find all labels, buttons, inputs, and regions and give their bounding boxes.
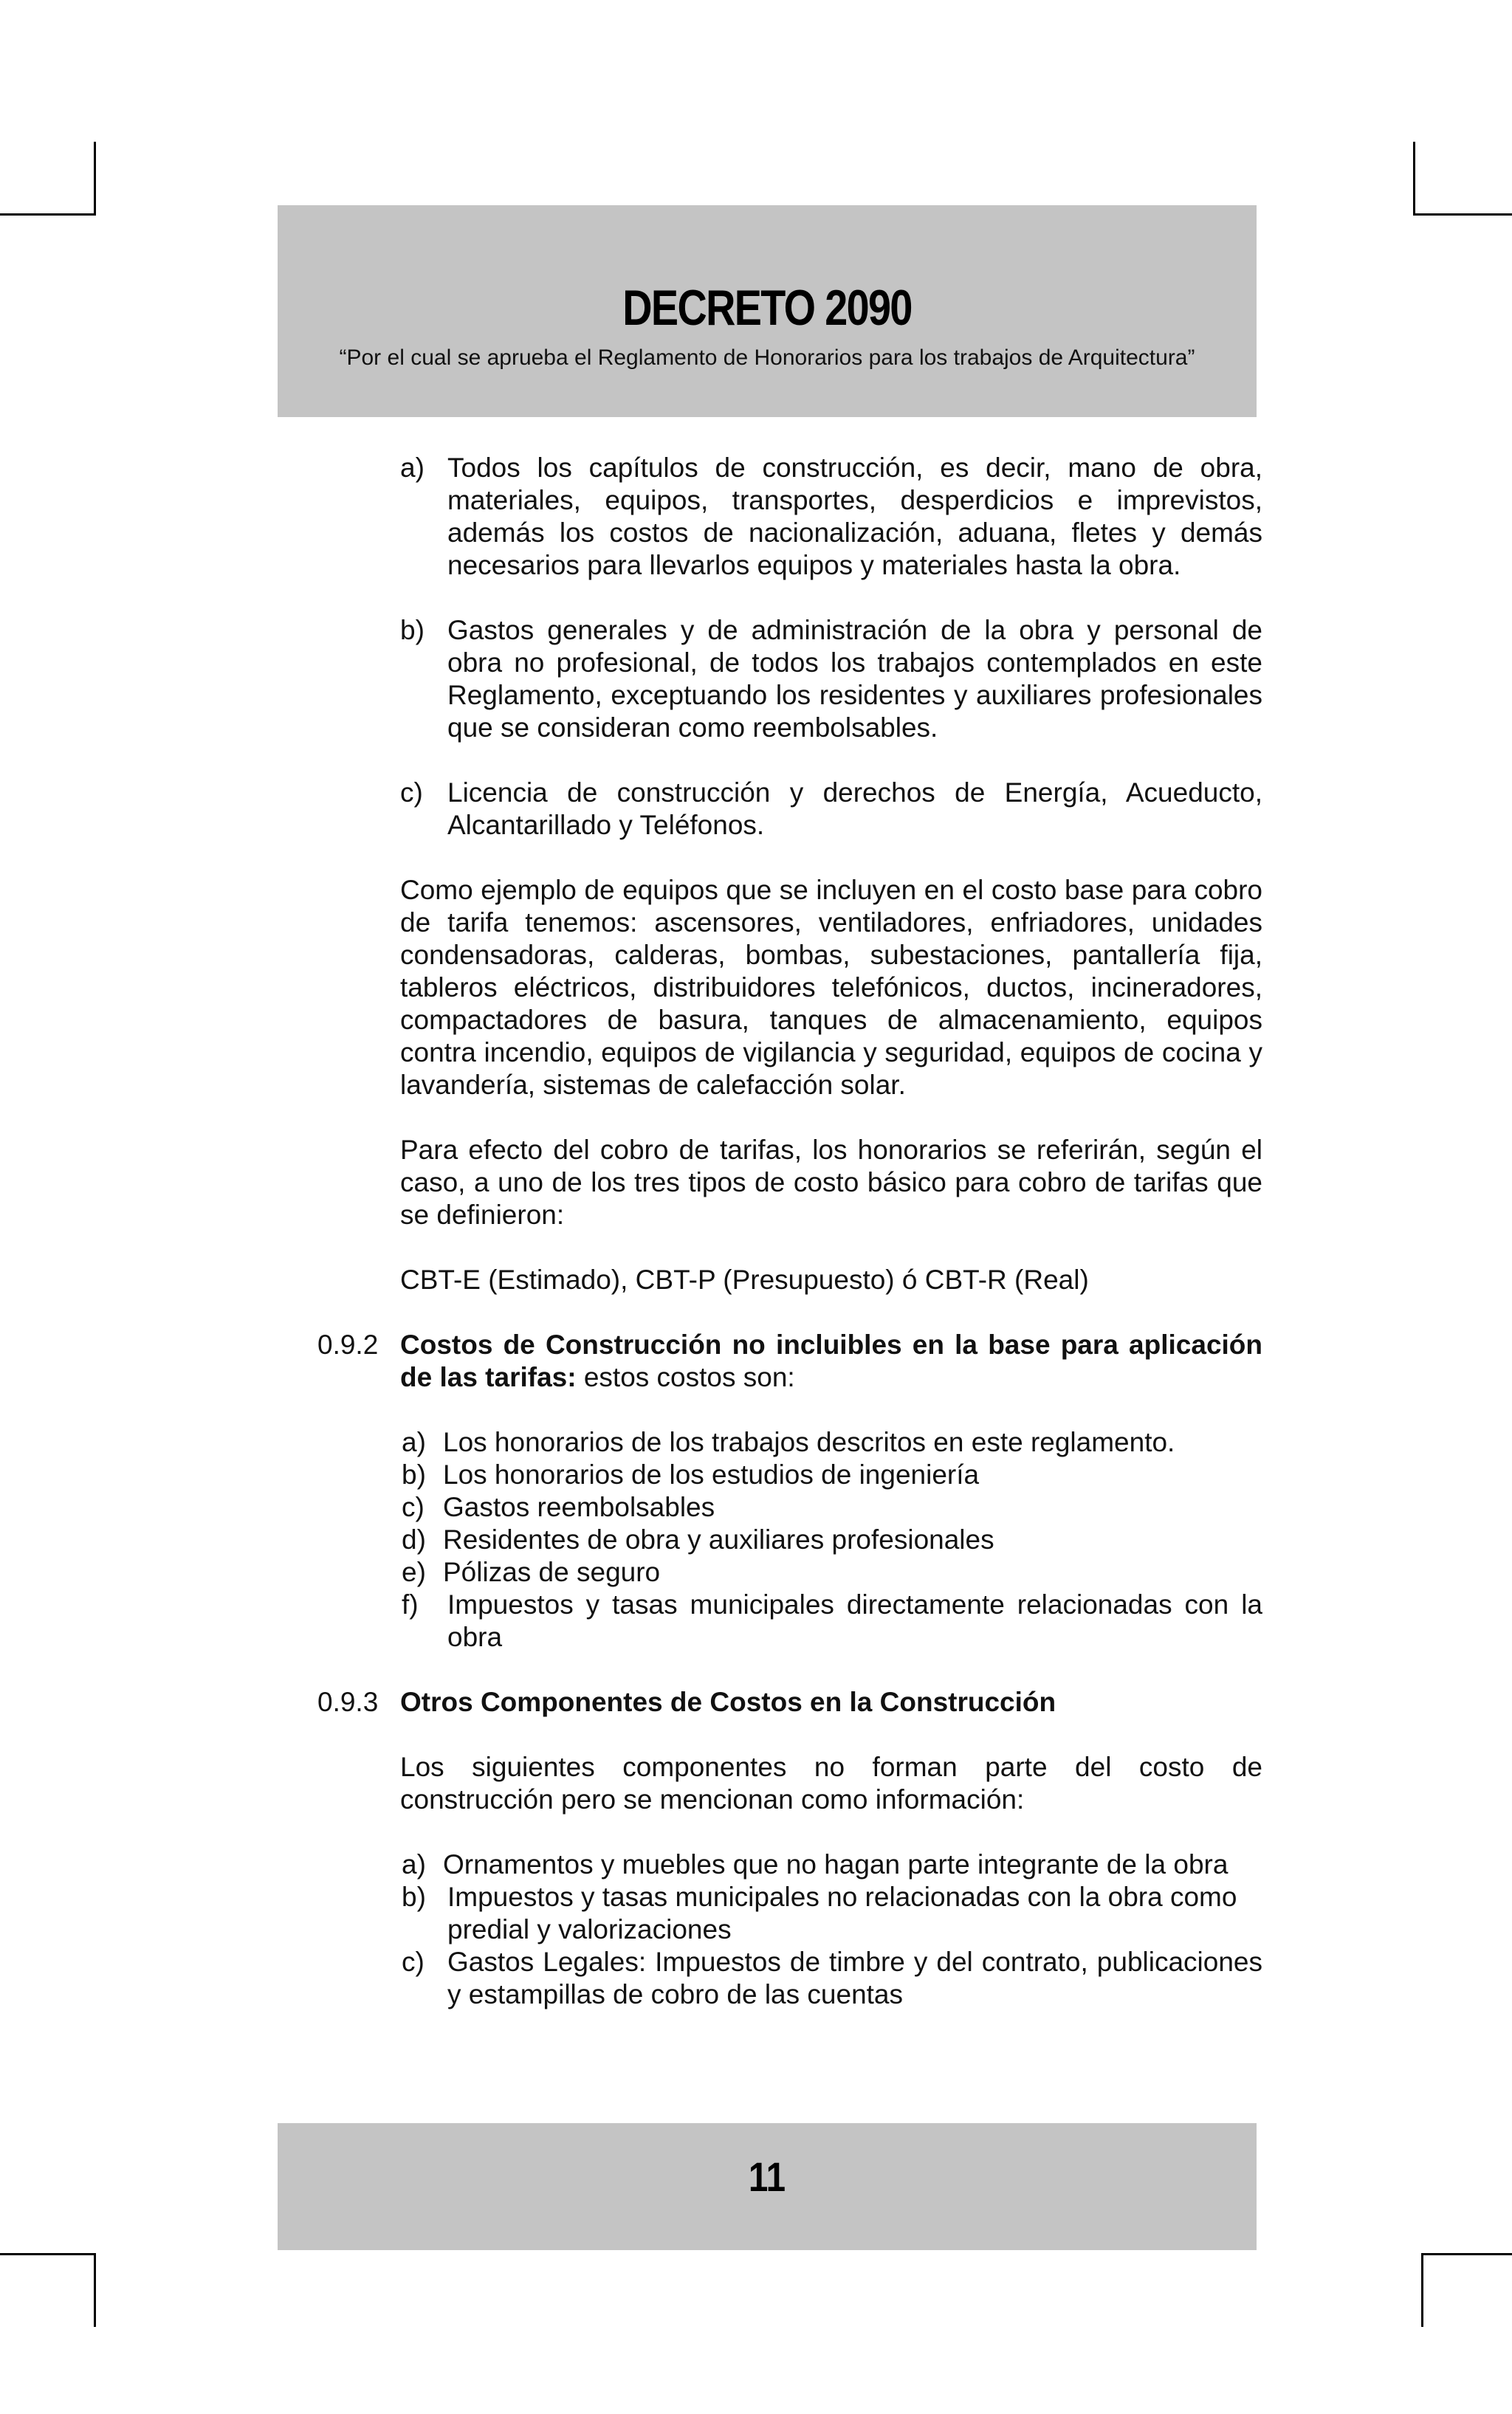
list-item-text: Licencia de construcción y derechos de Energía, Acueducto, Alcantarillado y Teléfonos. xyxy=(447,777,1262,840)
list-item xyxy=(317,1556,1262,1589)
section-number: 0.9.2 xyxy=(317,1330,379,1360)
crop-mark-bottom-left-v xyxy=(94,2253,96,2327)
cbt-types-line: CBT-E (Estimado), CBT-P (Presupuesto) ó CBT-R (Real) xyxy=(400,1265,1089,1295)
list-item xyxy=(317,1589,1262,1654)
paragraph-equipment-examples: Como ejemplo de equipos que se incluyen en el costo base para cobro de tarifa tenemos: ascensores, ventiladores, enfriadores, unidades condensadoras, calderas, bombas, subestaciones, pantallería fija, tableros eléctricos, distribuidores telefónicos, ductos, incineradores, compactadores de basura, tanques de almacenamiento, equipos contra incendio, equipos de vigilancia y seguridad, equipos de cocina y lavandería, sistemas de calefacción solar. xyxy=(400,875,1262,1100)
list-item xyxy=(317,777,1262,842)
list-marker: d) xyxy=(402,1524,426,1555)
list-item-text: Gastos Legales: Impuestos de timbre y del contrato, publicaciones y estampillas de cobro de las cuentas xyxy=(447,1947,1262,2009)
list-marker: b) xyxy=(402,1459,426,1490)
list-item-text: Impuestos y tasas municipales directamente relacionadas con la obra xyxy=(447,1589,1262,1652)
list-marker: e) xyxy=(402,1557,426,1587)
list-item-text: Los honorarios de los estudios de ingeniería xyxy=(443,1459,980,1490)
paragraph-fee-collection: Para efecto del cobro de tarifas, los honorarios se referirán, según el caso, a uno de los tres tipos de costo básico para cobro de tarifas que se definieron: xyxy=(400,1135,1262,1230)
list-item xyxy=(317,1946,1262,2011)
crop-mark-top-right-v xyxy=(1413,142,1415,216)
footer-band xyxy=(278,2123,1257,2250)
crop-mark-top-left-v xyxy=(94,142,96,216)
list-item-text: Todos los capítulos de construcción, es decir, mano de obra, materiales, equipos, transportes, desperdicios e imprevistos, además los costos de nacionalización, aduana, fletes y demás necesarios para llevarlos equipos y materiales hasta la obra. xyxy=(447,453,1262,580)
list-item xyxy=(317,1459,1262,1491)
list-item-text: Ornamentos y muebles que no hagan parte integrante de la obra xyxy=(443,1849,1228,1880)
crop-mark-top-left-h xyxy=(0,213,96,216)
list-marker: c) xyxy=(402,1492,425,1522)
list-marker: c) xyxy=(402,1947,425,1977)
document-subtitle: “Por el cual se aprueba el Reglamento de Honorarios para los trabajos de Arquitectura” xyxy=(339,345,1195,370)
section-heading: Otros Componentes de Costos en la Construcción xyxy=(400,1687,1056,1717)
list-marker: b) xyxy=(400,615,425,645)
list-marker: b) xyxy=(402,1882,426,1912)
list-marker: a) xyxy=(402,1427,426,1457)
list-item-text: Residentes de obra y auxiliares profesionales xyxy=(443,1524,994,1555)
list-item xyxy=(317,614,1262,744)
list-item-text: Gastos generales y de administración de la obra y personal de obra no profesional, de todos los trabajos contemplados en este Reglamento, exceptuando los residentes y auxiliares profesionales que se consideran como reembolsables. xyxy=(447,615,1262,743)
list-marker: f) xyxy=(402,1589,419,1620)
list-marker: a) xyxy=(400,453,425,483)
crop-mark-top-right-h xyxy=(1413,213,1512,216)
list-marker: a) xyxy=(402,1849,426,1880)
header-band xyxy=(278,205,1257,417)
section-0-9-3 xyxy=(317,1686,1262,1719)
section-0-9-2 xyxy=(317,1329,1262,1394)
list-item xyxy=(317,452,1262,582)
section-heading-suffix: estos costos son: xyxy=(576,1362,795,1392)
page-number: 11 xyxy=(748,2153,786,2200)
crop-mark-bottom-right-h xyxy=(1421,2253,1512,2255)
page-content xyxy=(317,452,1262,2011)
crop-mark-bottom-right-v xyxy=(1421,2253,1423,2327)
list-marker: c) xyxy=(400,777,423,808)
list-item xyxy=(317,1491,1262,1524)
list-item xyxy=(317,1524,1262,1556)
list-item xyxy=(317,1849,1262,1881)
paragraph-other-components: Los siguientes componentes no forman parte del costo de construcción pero se mencionan como información: xyxy=(400,1752,1262,1815)
list-item-text: Los honorarios de los trabajos descritos en este reglamento. xyxy=(443,1427,1175,1457)
list-item-text: Gastos reembolsables xyxy=(443,1492,715,1522)
section-number: 0.9.3 xyxy=(317,1687,379,1717)
list-item xyxy=(317,1426,1262,1459)
list-item-text: Impuestos y tasas municipales no relacionadas con la obra como predial y valorizaciones xyxy=(447,1882,1237,1944)
list-item xyxy=(317,1881,1262,1946)
list-item-text: Pólizas de seguro xyxy=(443,1557,661,1587)
document-title: DECRETO 2090 xyxy=(622,280,912,336)
crop-mark-bottom-left-h xyxy=(0,2253,96,2255)
section-heading: Costos de Construcción no incluibles en la base para aplicación de las tarifas: xyxy=(400,1330,1262,1392)
